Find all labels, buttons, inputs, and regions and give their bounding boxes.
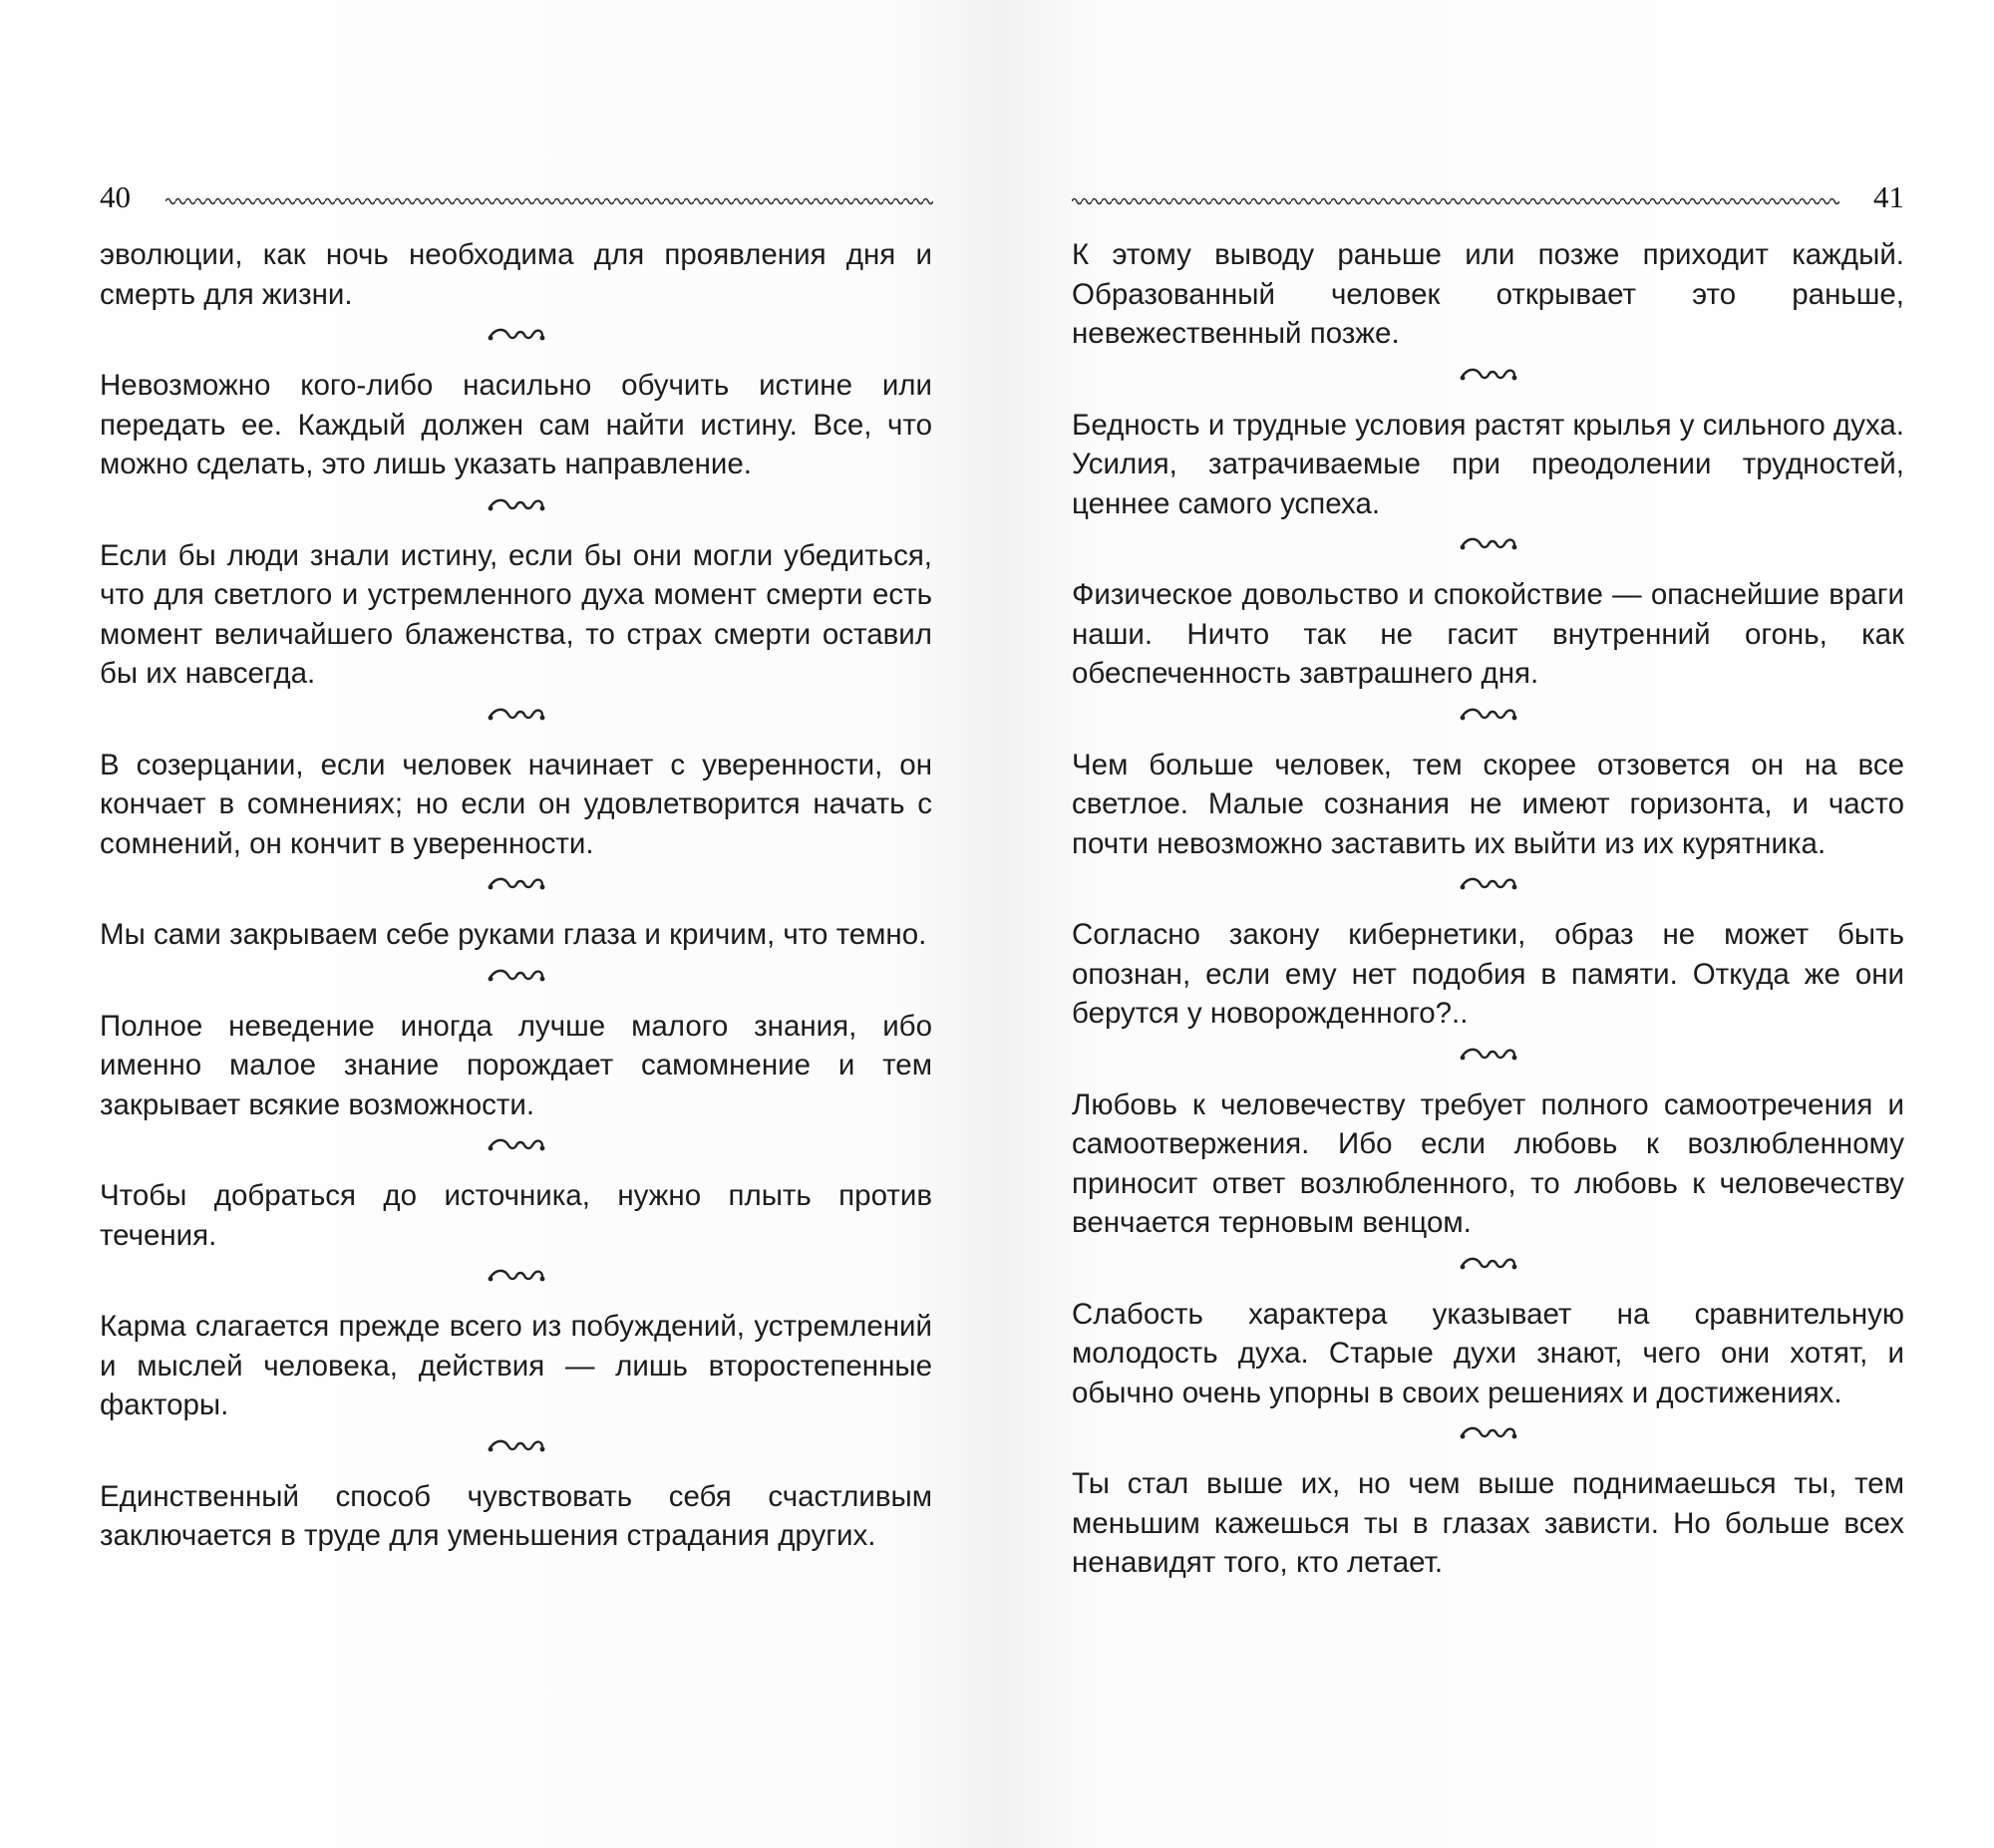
paragraph: В созерцании, если человек начинает с уверенности, он кончает в сомнениях; но если он удовлетворится начать с сомнений, он кончит в уверенности. <box>100 748 932 860</box>
decorative-rule <box>1072 195 1839 207</box>
ornament-divider <box>100 1255 932 1307</box>
page-header <box>100 177 932 221</box>
ornament-divider <box>1072 1243 1904 1295</box>
paragraph: Невозможно кого-либо насильно обучить истине или передать ее. Каждый должен сам найти истину. Все, что можно сделать, это лишь указать направление. <box>100 369 932 480</box>
paragraph: Слабость характера указывает на сравнительную молодость духа. Старые духи знают, чего они хотят, и обычно очень упорны в своих решениях и достижениях. <box>1072 1297 1904 1409</box>
page-number: 40 <box>100 179 131 214</box>
page-number: 41 <box>1873 179 1904 214</box>
ornament-divider <box>100 863 932 915</box>
ornament-divider <box>1072 354 1904 406</box>
ornament-divider <box>1072 694 1904 746</box>
decorative-rule <box>166 195 933 207</box>
ornament-divider <box>100 955 932 1007</box>
paragraph: Бедность и трудные условия растят крылья у сильного духа. Усилия, затрачиваемые при преодолении трудностей, ценнее самого успеха. <box>1072 408 1904 520</box>
page-header <box>1072 177 1904 221</box>
ornament-divider <box>1072 523 1904 575</box>
paragraph: Ты стал выше их, но чем выше поднимаешься ты, тем меньшим кажешься ты в глазах зависти. Но больше всех ненавидят того, кто летает. <box>1072 1467 1904 1579</box>
ornament-divider <box>100 1425 932 1477</box>
left-page <box>100 177 932 1556</box>
right-page <box>1072 177 1904 1583</box>
paragraph: Согласно закону кибернетики, образ не может быть опознан, если ему нет подобия в памяти. Откуда же они берутся у новорожденного?.. <box>1072 918 1904 1030</box>
paragraph: эволюции, как ночь необходима для проявления дня и смерть для жизни. <box>100 238 932 311</box>
ornament-divider <box>1072 1412 1904 1464</box>
paragraph: Любовь к человечеству требует полного самоотречения и самоотвержения. Ибо если любовь к возлюбленному приносит ответ возлюбленного, то любовь к человечеству венчается терновым венцом. <box>1072 1087 1904 1239</box>
ornament-divider <box>100 694 932 746</box>
paragraph: К этому выводу раньше или позже приходит каждый. Образованный человек открывает это раньше, невежественный позже. <box>1072 238 1904 350</box>
ornament-divider <box>1072 863 1904 915</box>
paragraph: Чтобы добраться до источника, нужно плыть против течения. <box>100 1179 932 1252</box>
paragraph: Мы сами закрываем себе руками глаза и кричим, что темно. <box>100 918 927 951</box>
paragraph: Единственный способ чувствовать себя счастливым заключается в труде для уменьшения страдания других. <box>100 1479 932 1552</box>
paragraph: Чем больше человек, тем скорее отзовется он на все светлое. Малые сознания не имеют горизонта, и часто почти невозможно заставить их выйти из их курятника. <box>1072 748 1904 860</box>
paragraph: Полное неведение иногда лучше малого знания, ибо именно малое знание порождает самомнение и тем закрывает всякие возможности. <box>100 1009 932 1121</box>
paragraph: Физическое довольство и спокойствие — опаснейшие враги наши. Ничто так не гасит внутренний огонь, как обеспеченность завтрашнего дня. <box>1072 578 1904 690</box>
ornament-divider <box>1072 1034 1904 1085</box>
ornament-divider <box>100 484 932 536</box>
paragraph: Карма слагается прежде всего из побуждений, устремлений и мыслей человека, действия — лишь второстепенные факторы. <box>100 1310 932 1421</box>
paragraph: Если бы люди знали истину, если бы они могли убедиться, что для светлого и устремленного духа момент смерти есть момент величайшего блаженства, то страх смерти оставил бы их навсегда. <box>100 538 932 690</box>
ornament-divider <box>100 1124 932 1176</box>
ornament-divider <box>100 314 932 366</box>
